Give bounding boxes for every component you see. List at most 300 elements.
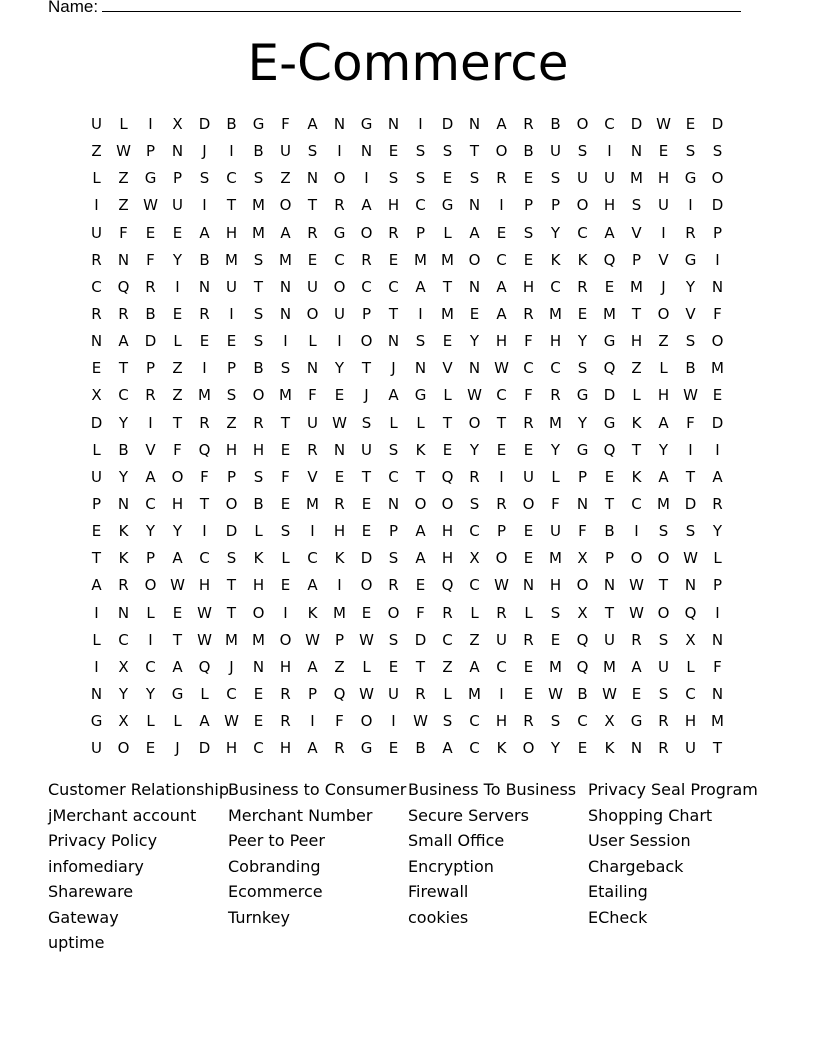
grid-letter: N bbox=[630, 739, 643, 758]
grid-letter: W bbox=[683, 549, 698, 568]
grid-letter: H bbox=[225, 223, 238, 242]
grid-letter: A bbox=[307, 115, 318, 133]
grid-letter: E bbox=[388, 657, 399, 676]
grid-letter: I bbox=[283, 603, 288, 622]
grid-letter: K bbox=[253, 549, 264, 568]
grid-letter: X bbox=[469, 549, 480, 568]
word-list-item: Firewall bbox=[408, 882, 469, 901]
grid-letter: E bbox=[604, 467, 615, 486]
grid-letter: S bbox=[388, 169, 399, 188]
grid-letter: L bbox=[686, 657, 695, 676]
grid-letter: C bbox=[388, 277, 399, 296]
grid-letter: G bbox=[684, 169, 697, 188]
grid-letter: R bbox=[658, 712, 669, 731]
grid-letter: R bbox=[307, 440, 318, 459]
grid-letter: I bbox=[202, 196, 207, 215]
grid-letter: B bbox=[118, 440, 129, 459]
grid-letter: N bbox=[117, 250, 130, 269]
grid-letter: Y bbox=[577, 332, 588, 351]
grid-letter: Q bbox=[684, 603, 697, 622]
grid-letter: U bbox=[91, 223, 102, 242]
grid-letter: S bbox=[685, 332, 696, 351]
grid-letter: A bbox=[658, 413, 669, 432]
grid-letter: D bbox=[711, 196, 724, 215]
grid-letter: T bbox=[631, 440, 642, 459]
grid-letter: U bbox=[685, 739, 696, 758]
grid-letter: S bbox=[253, 304, 264, 323]
grid-letter: I bbox=[148, 115, 153, 133]
grid-letter: B bbox=[226, 115, 237, 133]
grid-letter: E bbox=[91, 359, 102, 378]
grid-letter: X bbox=[172, 115, 183, 133]
grid-letter: I bbox=[94, 196, 99, 215]
grid-letter: K bbox=[496, 739, 507, 758]
grid-letter: V bbox=[145, 440, 156, 459]
grid-letter: A bbox=[307, 657, 318, 676]
grid-letter: M bbox=[225, 250, 238, 269]
grid-letter: A bbox=[307, 576, 318, 595]
grid-letter: W bbox=[170, 576, 185, 595]
grid-letter: C bbox=[91, 277, 102, 296]
grid-letter: P bbox=[145, 549, 156, 568]
grid-letter: M bbox=[414, 250, 427, 269]
grid-letter: L bbox=[173, 712, 182, 731]
grid-letter: R bbox=[496, 494, 507, 513]
grid-letter: M bbox=[333, 603, 346, 622]
grid-letter: N bbox=[603, 576, 616, 595]
grid-letter: O bbox=[711, 169, 724, 188]
grid-letter: C bbox=[685, 684, 696, 703]
grid-letter: O bbox=[333, 169, 346, 188]
grid-letter: M bbox=[279, 386, 292, 405]
grid-letter: A bbox=[118, 332, 129, 351]
grid-letter: W bbox=[629, 576, 644, 595]
word-list-item: Ecommerce bbox=[228, 882, 323, 901]
grid-letter: A bbox=[199, 712, 210, 731]
grid-letter: X bbox=[118, 657, 129, 676]
grid-letter: S bbox=[226, 549, 237, 568]
grid-letter: H bbox=[684, 712, 697, 731]
grid-letter: Z bbox=[172, 386, 183, 405]
grid-letter: L bbox=[146, 603, 155, 622]
grid-letter: J bbox=[229, 657, 234, 676]
grid-letter: F bbox=[686, 413, 695, 432]
grid-letter: O bbox=[306, 304, 319, 323]
grid-row bbox=[83, 708, 731, 735]
grid-letter: U bbox=[280, 142, 291, 161]
grid-letter: L bbox=[362, 657, 371, 676]
grid-letter: Z bbox=[469, 630, 480, 649]
grid-letter: G bbox=[414, 386, 427, 405]
grid-letter: O bbox=[576, 576, 589, 595]
grid-letter: O bbox=[333, 277, 346, 296]
grid-letter: K bbox=[334, 549, 345, 568]
grid-letter: B bbox=[199, 250, 210, 269]
grid-letter: R bbox=[388, 223, 399, 242]
grid-letter: A bbox=[145, 467, 156, 486]
grid-letter: Z bbox=[658, 332, 669, 351]
grid-letter: G bbox=[333, 223, 346, 242]
grid-letter: M bbox=[549, 549, 562, 568]
grid-row bbox=[83, 627, 731, 654]
grid-letter: O bbox=[360, 712, 373, 731]
grid-letter: A bbox=[496, 304, 507, 323]
grid-letter: N bbox=[522, 576, 535, 595]
grid-letter: C bbox=[604, 115, 615, 133]
grid-letter: L bbox=[659, 359, 668, 378]
grid-letter: S bbox=[658, 522, 669, 541]
grid-letter: S bbox=[469, 169, 480, 188]
grid-letter: S bbox=[658, 684, 669, 703]
grid-letter: O bbox=[522, 739, 535, 758]
grid-letter: E bbox=[523, 657, 534, 676]
grid-letter: E bbox=[91, 522, 102, 541]
grid-letter: H bbox=[279, 739, 292, 758]
grid-letter: H bbox=[333, 522, 346, 541]
grid-letter: H bbox=[171, 494, 184, 513]
grid-letter: V bbox=[658, 250, 669, 269]
grid-letter: O bbox=[360, 223, 373, 242]
grid-letter: C bbox=[307, 549, 318, 568]
word-list-item: Etailing bbox=[588, 882, 648, 901]
grid-letter: P bbox=[226, 359, 237, 378]
word-list-item: Customer Relationship bbox=[48, 780, 230, 799]
grid-letter: M bbox=[252, 630, 265, 649]
word-list-item: Peer to Peer bbox=[228, 831, 325, 850]
grid-letter: N bbox=[198, 277, 211, 296]
grid-letter: H bbox=[441, 522, 454, 541]
grid-letter: I bbox=[202, 522, 207, 541]
grid-letter: T bbox=[442, 413, 453, 432]
grid-letter: W bbox=[197, 630, 212, 649]
grid-letter: E bbox=[496, 440, 507, 459]
grid-letter: P bbox=[577, 467, 588, 486]
grid-letter: R bbox=[118, 576, 129, 595]
grid-letter: E bbox=[631, 684, 642, 703]
grid-letter: M bbox=[441, 250, 454, 269]
grid-letter: R bbox=[415, 684, 426, 703]
grid-letter: R bbox=[145, 386, 156, 405]
grid-letter: T bbox=[253, 277, 264, 296]
grid-letter: E bbox=[469, 304, 480, 323]
grid-letter: F bbox=[524, 332, 533, 351]
grid-letter: H bbox=[495, 332, 508, 351]
grid-letter: W bbox=[224, 712, 239, 731]
grid-letter: L bbox=[632, 386, 641, 405]
grid-letter: O bbox=[225, 494, 238, 513]
grid-letter: S bbox=[280, 359, 291, 378]
grid-letter: C bbox=[145, 494, 156, 513]
grid-letter: L bbox=[281, 549, 290, 568]
grid-letter: C bbox=[442, 630, 453, 649]
grid-letter: N bbox=[306, 359, 319, 378]
grid-letter: D bbox=[414, 630, 427, 649]
grid-letter: U bbox=[361, 440, 372, 459]
grid-letter: Y bbox=[550, 440, 561, 459]
grid-letter: H bbox=[252, 576, 265, 595]
grid-row bbox=[83, 138, 731, 165]
grid-letter: L bbox=[551, 467, 560, 486]
grid-letter: S bbox=[415, 142, 426, 161]
grid-letter: O bbox=[630, 549, 643, 568]
grid-letter: T bbox=[118, 359, 129, 378]
grid-letter: C bbox=[415, 196, 426, 215]
grid-letter: O bbox=[657, 549, 670, 568]
grid-letter: W bbox=[359, 630, 374, 649]
grid-letter: L bbox=[146, 712, 155, 731]
grid-letter: Q bbox=[441, 576, 454, 595]
grid-letter: N bbox=[387, 115, 400, 133]
grid-letter: O bbox=[522, 494, 535, 513]
grid-letter: T bbox=[226, 603, 237, 622]
grid-letter: M bbox=[630, 169, 643, 188]
grid-letter: H bbox=[225, 739, 238, 758]
grid-letter: E bbox=[388, 739, 399, 758]
grid-letter: H bbox=[603, 196, 616, 215]
grid-letter: O bbox=[657, 304, 670, 323]
grid-letter: Q bbox=[333, 684, 346, 703]
grid-letter: S bbox=[361, 413, 372, 432]
grid-letter: P bbox=[172, 169, 183, 188]
grid-letter: A bbox=[415, 277, 426, 296]
grid-letter: R bbox=[91, 250, 102, 269]
grid-letter: V bbox=[307, 467, 318, 486]
grid-letter: M bbox=[549, 413, 562, 432]
grid-letter: U bbox=[226, 277, 237, 296]
grid-row bbox=[83, 572, 731, 599]
grid-letter: S bbox=[631, 196, 642, 215]
grid-letter: T bbox=[388, 304, 399, 323]
grid-letter: O bbox=[252, 603, 265, 622]
grid-letter: C bbox=[550, 359, 561, 378]
grid-letter: S bbox=[280, 522, 291, 541]
word-column bbox=[588, 777, 768, 956]
grid-letter: R bbox=[496, 169, 507, 188]
grid-letter: I bbox=[229, 304, 234, 323]
grid-letter: Y bbox=[172, 250, 183, 269]
grid-letter: I bbox=[310, 522, 315, 541]
grid-letter: R bbox=[523, 630, 534, 649]
grid-letter: E bbox=[361, 494, 372, 513]
name-underline bbox=[102, 0, 741, 12]
grid-letter: S bbox=[577, 359, 588, 378]
grid-letter: N bbox=[279, 277, 292, 296]
grid-letter: S bbox=[253, 332, 264, 351]
grid-letter: C bbox=[469, 522, 480, 541]
grid-row bbox=[83, 165, 731, 192]
grid-letter: N bbox=[468, 277, 481, 296]
grid-letter: O bbox=[414, 494, 427, 513]
word-list-item: Cobranding bbox=[228, 856, 321, 876]
grid-letter: W bbox=[116, 142, 131, 161]
word-list-item: cookies bbox=[408, 907, 469, 927]
grid-letter: A bbox=[199, 223, 210, 242]
grid-letter: E bbox=[388, 250, 399, 269]
grid-letter: Q bbox=[198, 657, 211, 676]
word-list-item: Gateway bbox=[48, 907, 119, 927]
grid-row bbox=[83, 518, 731, 545]
grid-letter: I bbox=[715, 440, 720, 459]
grid-letter: U bbox=[604, 630, 615, 649]
grid-letter: B bbox=[415, 739, 426, 758]
grid-letter: N bbox=[711, 277, 724, 296]
grid-letter: M bbox=[603, 657, 616, 676]
grid-letter: O bbox=[495, 142, 508, 161]
grid-letter: O bbox=[576, 196, 589, 215]
grid-letter: R bbox=[658, 739, 669, 758]
grid-letter: E bbox=[523, 169, 534, 188]
grid-letter: C bbox=[145, 657, 156, 676]
grid-letter: F bbox=[524, 386, 533, 405]
grid-letter: H bbox=[441, 549, 454, 568]
grid-letter: Y bbox=[469, 332, 480, 351]
grid-letter: C bbox=[199, 549, 210, 568]
grid-letter: P bbox=[631, 250, 642, 269]
grid-letter: S bbox=[226, 386, 237, 405]
grid-letter: I bbox=[337, 142, 342, 161]
word-list bbox=[48, 777, 768, 956]
grid-letter: P bbox=[712, 223, 723, 242]
grid-letter: S bbox=[577, 142, 588, 161]
grid-letter: M bbox=[279, 250, 292, 269]
grid-letter: N bbox=[360, 142, 373, 161]
name-field bbox=[48, 0, 741, 17]
word-search-grid bbox=[83, 111, 731, 762]
grid-letter: S bbox=[253, 169, 264, 188]
grid-row bbox=[83, 220, 731, 247]
grid-letter: C bbox=[388, 467, 399, 486]
grid-letter: L bbox=[389, 413, 398, 432]
grid-letter: I bbox=[688, 440, 693, 459]
grid-letter: D bbox=[360, 549, 373, 568]
grid-letter: Z bbox=[631, 359, 642, 378]
grid-letter: P bbox=[550, 196, 561, 215]
grid-letter: Z bbox=[442, 657, 453, 676]
grid-letter: Z bbox=[172, 359, 183, 378]
grid-letter: Q bbox=[576, 630, 589, 649]
name-label: Name: bbox=[48, 0, 99, 16]
word-list-item: Turnkey bbox=[228, 907, 290, 927]
grid-letter: A bbox=[469, 657, 480, 676]
grid-letter: G bbox=[144, 169, 157, 188]
word-list-item: User Session bbox=[588, 831, 691, 850]
grid-letter: H bbox=[225, 440, 238, 459]
grid-letter: S bbox=[253, 250, 264, 269]
grid-letter: E bbox=[496, 223, 507, 242]
grid-letter: Y bbox=[550, 223, 561, 242]
grid-letter: I bbox=[499, 684, 504, 703]
grid-letter: S bbox=[550, 169, 561, 188]
grid-letter: E bbox=[172, 223, 183, 242]
grid-letter: L bbox=[92, 169, 101, 188]
grid-letter: A bbox=[361, 196, 372, 215]
word-list-item: uptime bbox=[48, 933, 105, 952]
grid-letter: H bbox=[630, 332, 643, 351]
grid-letter: M bbox=[549, 304, 562, 323]
grid-letter: Y bbox=[118, 684, 129, 703]
grid-letter: U bbox=[577, 169, 588, 188]
grid-letter: L bbox=[713, 549, 722, 568]
grid-letter: U bbox=[550, 522, 561, 541]
grid-letter: T bbox=[280, 413, 291, 432]
page-title: E-Commerce bbox=[247, 34, 569, 92]
grid-letter: C bbox=[523, 359, 534, 378]
grid-letter: X bbox=[118, 712, 129, 731]
grid-letter: N bbox=[333, 115, 346, 133]
grid-letter: W bbox=[494, 576, 509, 595]
grid-letter: U bbox=[523, 467, 534, 486]
grid-letter: T bbox=[442, 277, 453, 296]
grid-row bbox=[83, 328, 731, 355]
grid-letter: Y bbox=[550, 739, 561, 758]
grid-letter: I bbox=[337, 332, 342, 351]
grid-letter: E bbox=[442, 169, 453, 188]
grid-letter: R bbox=[280, 684, 291, 703]
grid-letter: P bbox=[523, 196, 534, 215]
grid-row bbox=[83, 491, 731, 518]
grid-letter: S bbox=[388, 440, 399, 459]
word-column bbox=[228, 777, 408, 956]
grid-letter: S bbox=[550, 603, 561, 622]
grid-letter: U bbox=[604, 169, 615, 188]
grid-letter: U bbox=[307, 413, 318, 432]
grid-letter: X bbox=[577, 549, 588, 568]
grid-letter: A bbox=[91, 576, 102, 595]
grid-letter: M bbox=[441, 304, 454, 323]
grid-letter: P bbox=[226, 467, 237, 486]
grid-letter: W bbox=[656, 115, 671, 133]
grid-letter: B bbox=[604, 522, 615, 541]
grid-letter: R bbox=[280, 712, 291, 731]
grid-letter: N bbox=[414, 359, 427, 378]
grid-letter: G bbox=[90, 712, 103, 731]
grid-letter: R bbox=[523, 712, 534, 731]
grid-letter: E bbox=[523, 250, 534, 269]
grid-letter: M bbox=[468, 684, 481, 703]
grid-letter: I bbox=[94, 657, 99, 676]
grid-letter: U bbox=[307, 277, 318, 296]
grid-letter: X bbox=[685, 630, 696, 649]
grid-letter: O bbox=[117, 739, 130, 758]
grid-letter: S bbox=[685, 142, 696, 161]
grid-letter: T bbox=[172, 413, 183, 432]
grid-row bbox=[83, 382, 731, 409]
grid-letter: L bbox=[92, 630, 101, 649]
grid-letter: D bbox=[225, 522, 238, 541]
grid-letter: N bbox=[90, 332, 103, 351]
grid-letter: Y bbox=[145, 522, 156, 541]
grid-letter: A bbox=[442, 739, 453, 758]
grid-letter: B bbox=[577, 684, 588, 703]
grid-letter: I bbox=[283, 332, 288, 351]
grid-row bbox=[83, 274, 731, 301]
grid-letter: Y bbox=[577, 413, 588, 432]
grid-letter: H bbox=[387, 196, 400, 215]
grid-letter: U bbox=[334, 304, 345, 323]
grid-letter: T bbox=[361, 467, 372, 486]
grid-letter: E bbox=[361, 603, 372, 622]
grid-letter: I bbox=[499, 196, 504, 215]
grid-letter: Y bbox=[172, 522, 183, 541]
grid-letter: I bbox=[310, 712, 315, 731]
grid-letter: X bbox=[577, 603, 588, 622]
grid-letter: I bbox=[148, 630, 153, 649]
grid-letter: K bbox=[631, 467, 642, 486]
grid-letter: A bbox=[415, 522, 426, 541]
grid-letter: A bbox=[172, 549, 183, 568]
grid-letter: S bbox=[658, 630, 669, 649]
grid-letter: O bbox=[468, 250, 481, 269]
